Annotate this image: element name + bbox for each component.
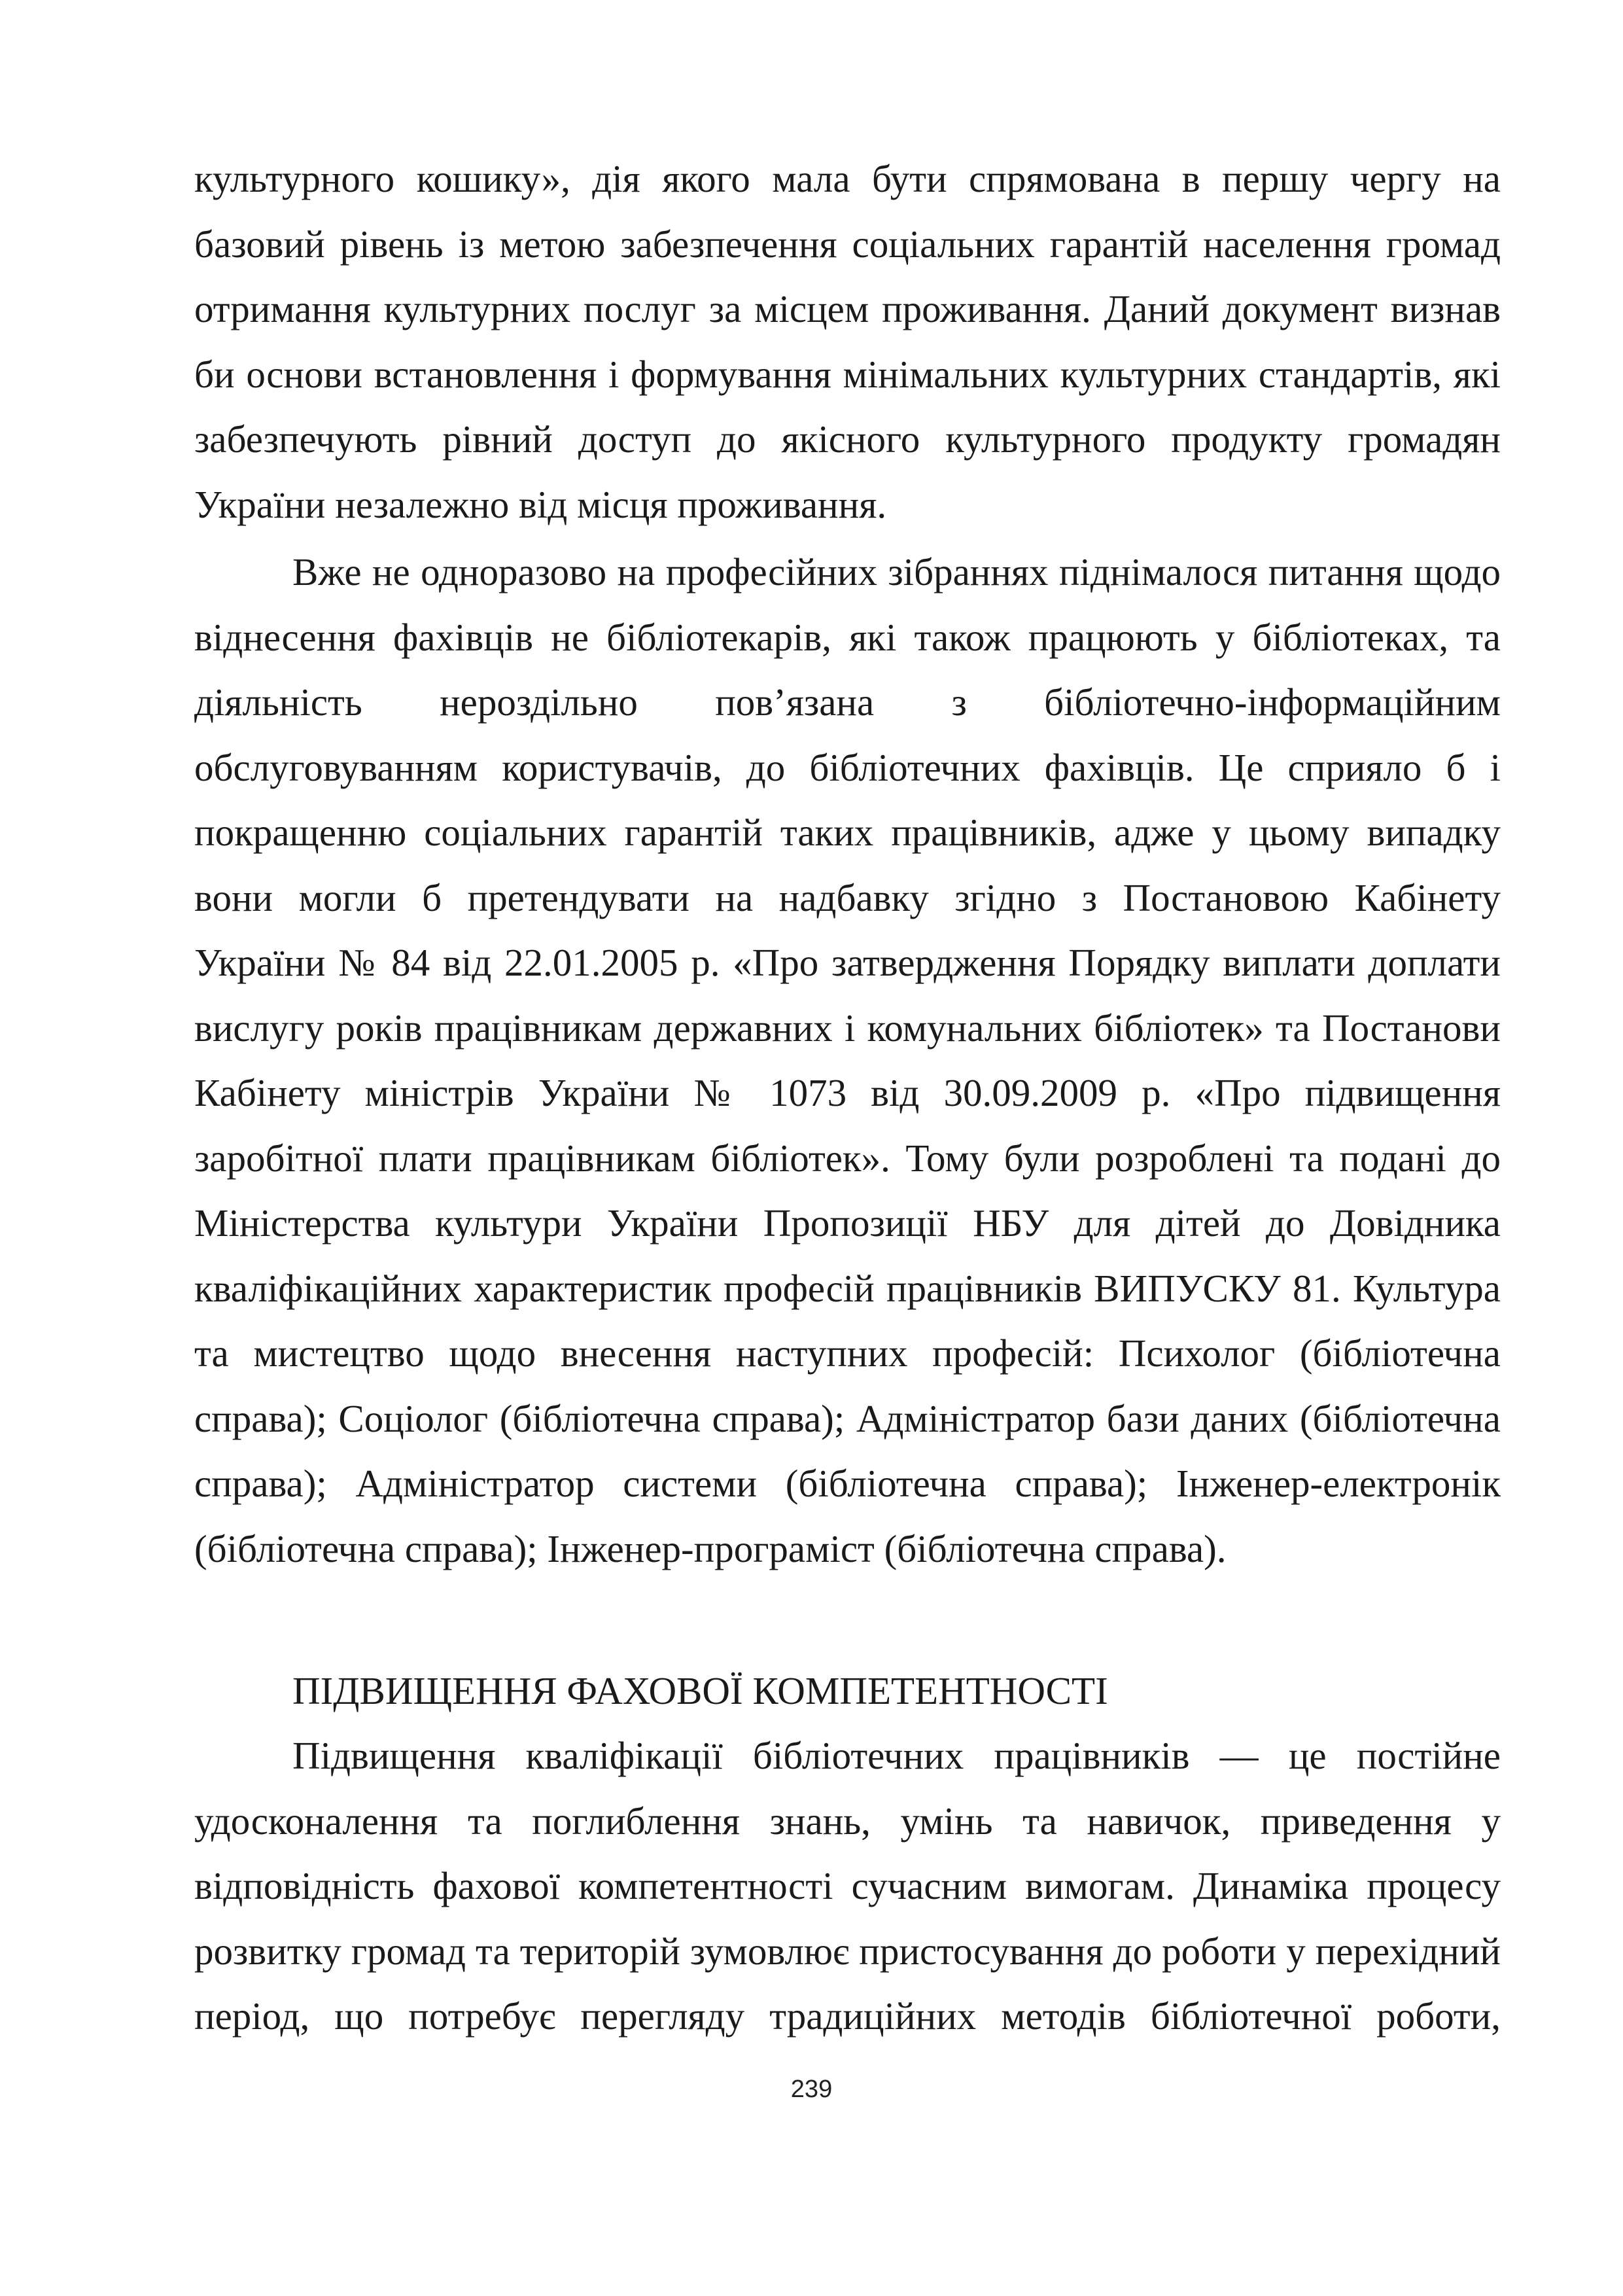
text-line: Вже не одноразово на професійних зібраннях піднімалося питання щодо [292, 550, 1501, 593]
text-line: би основи встановлення і формування мінімальних культурних стандартів, які [194, 352, 1501, 396]
text-line: обслуговуванням користувачів, до бібліотечних фахівців. Це сприяло б і [194, 745, 1501, 789]
text-line: заробітної плати працівникам бібліотек». Тому були розроблені та подані до [194, 1136, 1501, 1180]
text-line: України № 84 від 22.01.2005 р. «Про затвердження Порядку виплати доплати [194, 941, 1501, 984]
text-line: вони могли б претендувати на надбавку згідно з Постановою Кабінету [194, 875, 1501, 919]
text-line: справа); Соціолог (бібліотечна справа); Адміністратор бази даних (бібліотечна [194, 1396, 1501, 1440]
section-heading: ПІДВИЩЕННЯ ФАХОВОЇ КОМПЕТЕНТНОСТІ [292, 1669, 1108, 1712]
text-line: діяльність нероздільно пов’язана з бібліотечно-інформаційним [194, 680, 1501, 724]
text-line: отримання культурних послуг за місцем проживання. Даний документ визнав [194, 287, 1501, 330]
text-line: віднесення фахівців не бібліотекарів, які також працюють у бібліотеках, та [194, 615, 1501, 659]
text-line: кваліфікаційних характеристик професій працівників ВИПУСКУ 81. Культура [194, 1266, 1501, 1310]
text-line: удосконалення та поглиблення знань, умінь та навичок, приведення у [194, 1799, 1501, 1843]
paragraph-2 [194, 540, 1501, 1581]
text-line: період, що потребує перегляду традиційних методів бібліотечної роботи, [194, 1994, 1501, 2038]
text-line: Міністерства культури України Пропозиції НБУ для дітей до Довідника [194, 1201, 1501, 1245]
text-line: розвитку громад та територій зумовлює пристосування до роботи у перехідний [194, 1929, 1501, 1973]
text-line: базовий рівень із метою забезпечення соціальних гарантій населення громад [194, 222, 1501, 266]
paragraph-3 [194, 1723, 1501, 2049]
text-line: вислугу років працівникам державних і комунальних бібліотек» та Постанови [194, 1006, 1501, 1050]
text-line: культурного кошику», дія якого мала бути спрямована в першу чергу на [194, 157, 1501, 200]
text-line: Підвищення кваліфікації бібліотечних працівників — це постійне [292, 1734, 1501, 1777]
paragraph-1 [194, 147, 1501, 537]
text-line: справа); Адміністратор системи (бібліотечна справа); Інженер-електронік [194, 1462, 1501, 1505]
text-line: покращенню соціальних гарантій таких працівників, адже у цьому випадку [194, 811, 1501, 854]
text-line: відповідність фахової компетентності сучасним вимогам. Динаміка процесу [194, 1864, 1501, 1907]
text-line: забезпечують рівний доступ до якісного культурного продукту громадян [194, 417, 1501, 461]
text-line: (бібліотечна справа); Інженер-програміст (бібліотечна справа). [194, 1527, 1227, 1570]
text-line: та мистецтво щодо внесення наступних професій: Психолог (бібліотечна [194, 1332, 1501, 1375]
text-line: України незалежно від місця проживання. [194, 482, 887, 526]
page-number: 239 [790, 2075, 833, 2103]
text-line: Кабінету міністрів України № 1073 від 30.09.2009 р. «Про підвищення [194, 1071, 1501, 1114]
